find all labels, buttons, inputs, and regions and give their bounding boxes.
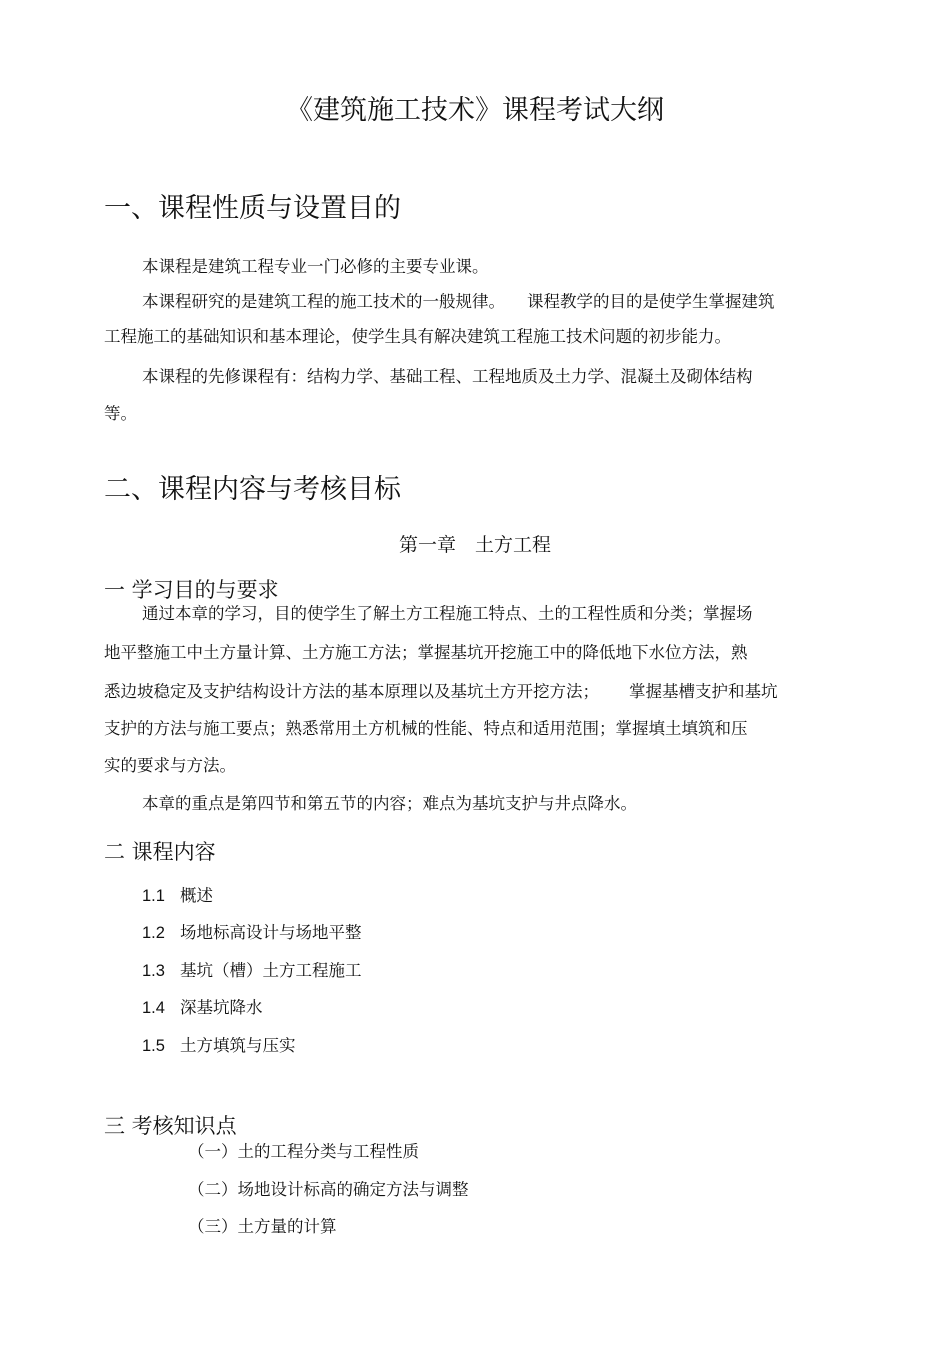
item-number: 1.3 xyxy=(142,962,165,980)
chapter-title: 第一章 土方工程 xyxy=(398,534,551,556)
paragraph-line: 本课程的先修课程有：结构力学、基础工程、工程地质及土力学、混凝土及砌体结构 xyxy=(142,367,753,386)
paragraph-segment: 本课程研究的是建筑工程的施工技术的一般规律。 xyxy=(142,292,505,311)
paragraph-segment: 悉边坡稳定及支护结构设计方法的基本原理以及基坑土方开挖方法； xyxy=(104,682,599,701)
paragraph-line: 本章的重点是第四节和第五节的内容；难点为基坑支护与井点降水。 xyxy=(142,794,637,813)
paragraph-line: 地平整施工中土方量计算、土方施工方法；掌握基坑开挖施工中的降低地下水位方法，熟 xyxy=(104,643,748,662)
item-number: 1.2 xyxy=(142,924,165,942)
item-text: 基坑（槽）土方工程施工 xyxy=(180,961,362,980)
section-heading-1: 一、课程性质与设置目的 xyxy=(104,193,401,224)
knowledge-point: （一）土的工程分类与工程性质 xyxy=(188,1142,419,1161)
knowledge-point: （三）土方量的计算 xyxy=(188,1217,337,1236)
item-number: 1.4 xyxy=(142,999,165,1017)
item-text: 概述 xyxy=(180,886,213,905)
paragraph-segment: 掌握基槽支护和基坑 xyxy=(629,682,778,701)
paragraph-line xyxy=(142,288,775,312)
item-number: 1.1 xyxy=(142,887,165,905)
paragraph-line: 支护的方法与施工要点；熟悉常用土方机械的性能、特点和适用范围；掌握填土填筑和压 xyxy=(104,719,748,738)
paragraph-line: 本课程是建筑工程专业一门必修的主要专业课。 xyxy=(142,257,489,276)
paragraph-line: 等。 xyxy=(104,404,137,423)
list-item xyxy=(142,994,263,1018)
subsection-heading-3: 三 考核知识点 xyxy=(104,1114,237,1138)
item-text: 场地标高设计与场地平整 xyxy=(180,923,362,942)
list-item xyxy=(142,882,213,906)
item-number: 1.5 xyxy=(142,1037,165,1055)
item-text: 深基坑降水 xyxy=(180,998,263,1017)
paragraph-line xyxy=(104,678,778,702)
paragraph-line: 工程施工的基础知识和基本理论，使学生具有解决建筑工程施工技术问题的初步能力。 xyxy=(104,327,731,346)
list-item xyxy=(142,957,362,981)
list-item xyxy=(142,1032,296,1056)
section-heading-2: 二、课程内容与考核目标 xyxy=(104,474,401,505)
document-title: 《建筑施工技术》课程考试大纲 xyxy=(286,95,664,126)
subsection-heading-2: 二 课程内容 xyxy=(104,840,216,864)
knowledge-point: （二）场地设计标高的确定方法与调整 xyxy=(188,1180,469,1199)
list-item xyxy=(142,919,362,943)
item-text: 土方填筑与压实 xyxy=(180,1036,296,1055)
paragraph-segment: 课程教学的目的是使学生掌握建筑 xyxy=(527,292,775,311)
paragraph-line: 实的要求与方法。 xyxy=(104,756,236,775)
paragraph-line: 通过本章的学习，目的使学生了解土方工程施工特点、土的工程性质和分类；掌握场 xyxy=(142,604,753,623)
subsection-heading-1: 一 学习目的与要求 xyxy=(104,578,279,602)
